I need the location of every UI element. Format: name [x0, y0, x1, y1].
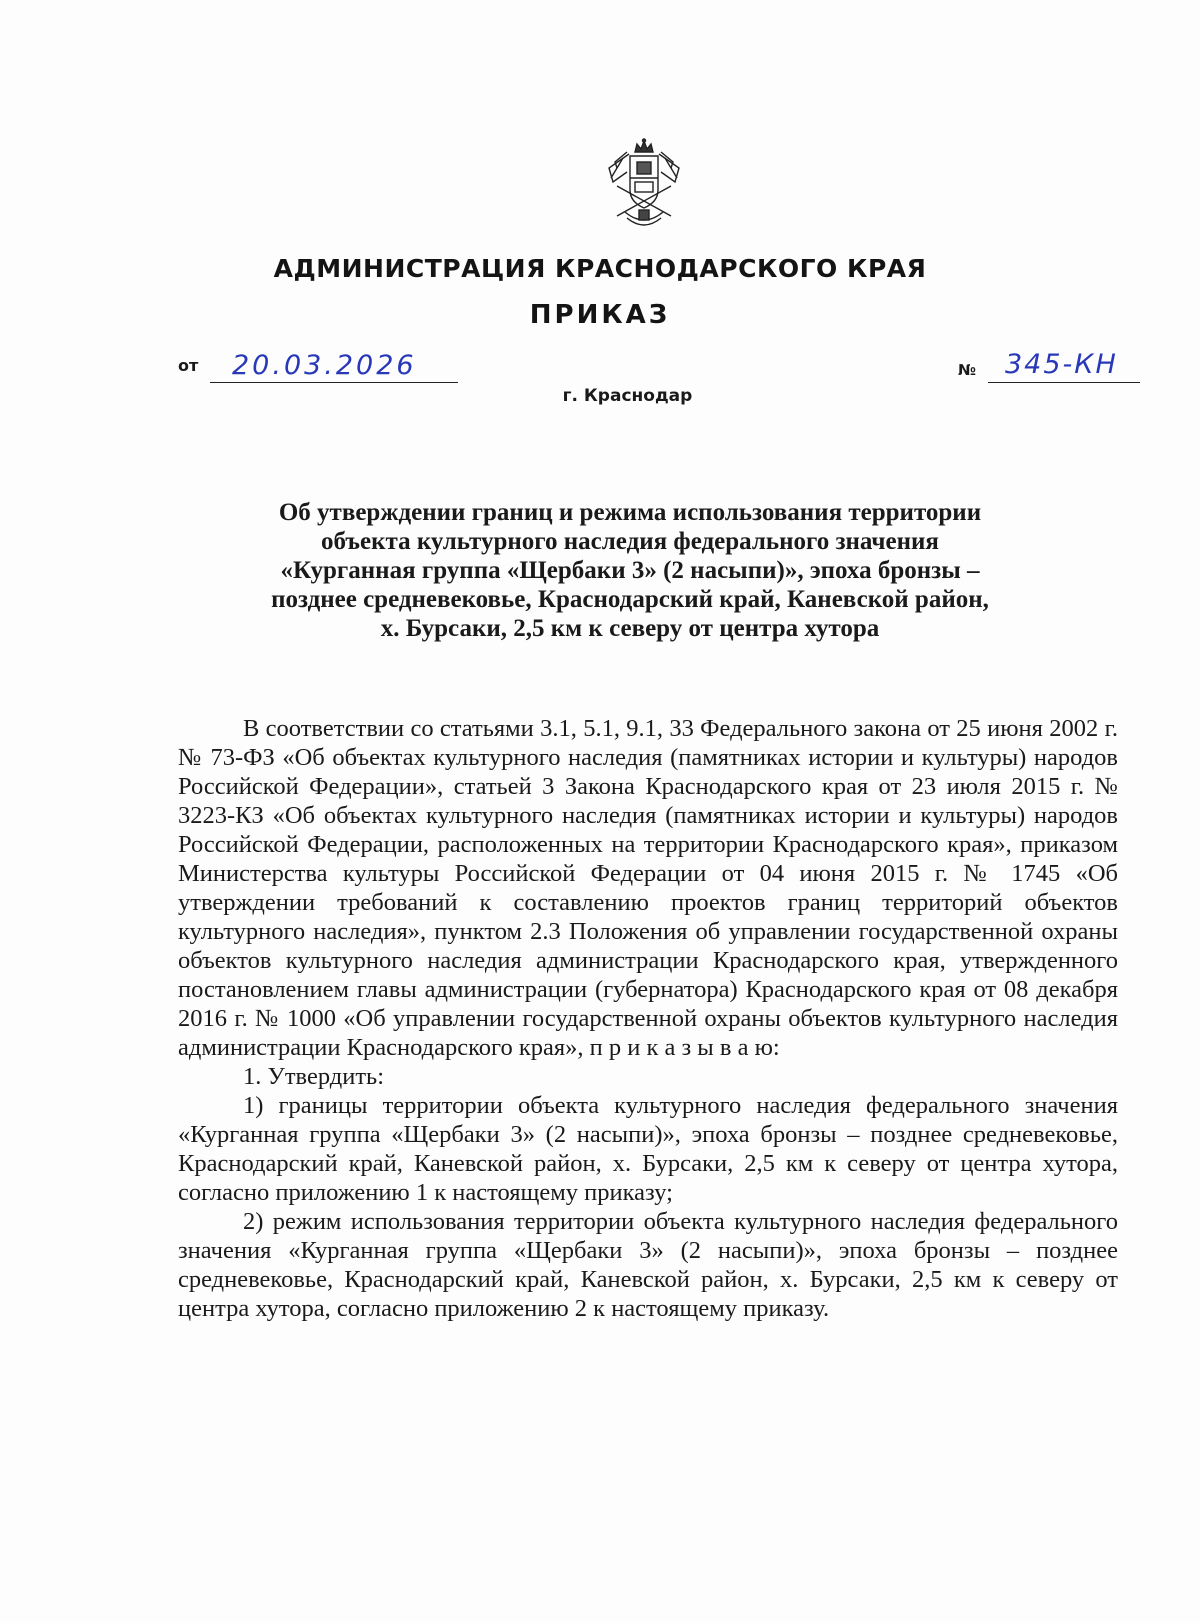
- decree-word: п р и к а з ы в а ю:: [589, 1034, 780, 1061]
- document-subject: [180, 498, 1080, 643]
- subject-line: позднее средневековье, Краснодарский край, Каневской район,: [271, 586, 989, 613]
- item-1-2: 2) режим использования территории объекта культурного наследия федерального значения «Курганная группа «Щербаки 3» (2 насыпи)», эпоха бронзы – позднее средневековье, Краснодарский край, Каневской район, х. Бурсаки, 2,5 км к северу от центра хутора, согласно приложению 2 к настоящему приказу.: [178, 1208, 1118, 1322]
- date-label: от: [178, 356, 199, 375]
- handwritten-date: 20.03.2026: [232, 350, 417, 381]
- date-underline: [210, 382, 458, 383]
- document-type: ПРИКАЗ: [529, 300, 671, 330]
- number-underline: [988, 382, 1140, 383]
- coat-of-arms-icon: [605, 138, 683, 230]
- number-label: №: [958, 361, 977, 379]
- item-1: 1. Утвердить:: [243, 1063, 385, 1090]
- organization-title: АДМИНИСТРАЦИЯ КРАСНОДАРСКОГО КРАЯ: [273, 254, 927, 283]
- item-1-1: 1) границы территории объекта культурного наследия федерального значения «Курганная группа «Щербаки 3» (2 насыпи)», эпоха бронзы – позднее средневековье, Краснодарский край, Каневской район, х. Бурсаки, 2,5 км к северу от центра хутора, согласно приложению 1 к настоящему приказу;: [178, 1092, 1118, 1206]
- city-line: г. Краснодар: [562, 386, 693, 406]
- preamble-paragraph: [178, 714, 1118, 1062]
- document-body: [178, 714, 1118, 1323]
- subject-line: х. Бурсаки, 2,5 км к северу от центра хутора: [380, 615, 880, 642]
- preamble-text: В соответствии со статьями 3.1, 5.1, 9.1, 33 Федерального закона от 25 июня 2002 г. № 73-ФЗ «Об объектах культурного наследия (памятниках истории и культуры) народов Российской Федерации», статьей 3 Закона Краснодарского края от 23 июля 2015 г. № 3223-КЗ «Об объектах культурного наследия (памятниках истории и культуры) народов Российской Федерации, расположенных на территории Краснодарского края», приказом Министерства культуры Российской Федерации от 04 июня 2015 г. № 1745 «Об утверждении требований к составлению проектов границ территорий объектов культурного наследия», пунктом 2.3 Положения об управлении государственной охраны объектов культурного наследия администрации Краснодарского края, утвержденного постановлением главы администрации (губернатора) Краснодарского края от 08 декабря 2016 г. № 1000 «Об управлении государственной охраны объектов культурного наследия администрации Краснодарского края»,: [178, 715, 1118, 1061]
- subject-line: Об утверждении границ и режима использования территории: [278, 499, 982, 526]
- subject-line: «Курганная группа «Щербаки 3» (2 насыпи)», эпоха бронзы –: [280, 557, 980, 584]
- handwritten-number: 345-КН: [1005, 349, 1118, 380]
- subject-line: объекта культурного наследия федерального значения: [321, 528, 939, 555]
